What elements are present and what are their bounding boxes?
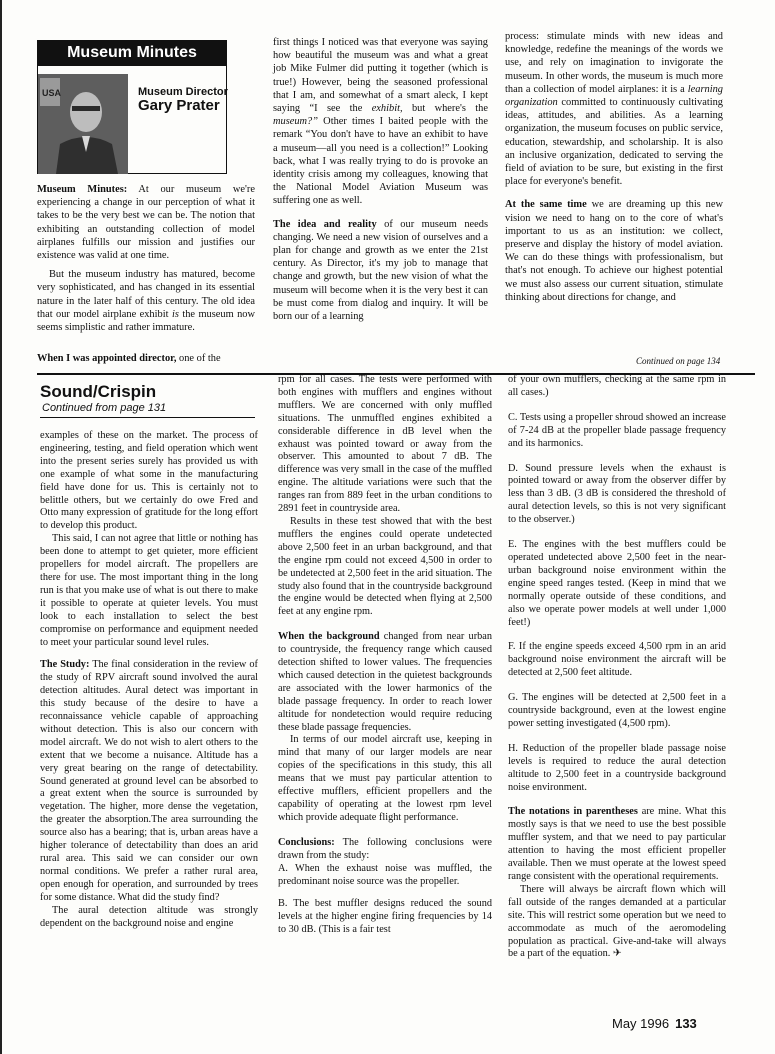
page-footer <box>612 1016 697 1031</box>
museum-paragraph: but where's the <box>402 103 488 115</box>
lead-conclusions: Conclusions: <box>278 836 335 848</box>
director-label: Museum Director <box>138 86 228 98</box>
director-name: Gary Prater <box>138 97 220 114</box>
sound-paragraph: are mine. What this mostly says is that we need to use the best possible muffler system, and that we need to pay particular attention to having the most efficient propeller available. Then we must operate at the lowest speed range consistent with the operational requirements. <box>508 806 726 882</box>
museum-paragraph: the museum now seems simplistic and rather immature. <box>37 308 255 334</box>
conclusion-f: F. If the engine speeds exceed 4,500 rpm in an arid background noise environment the aircraft will be detected at 2,500 feet altitude. <box>508 641 726 679</box>
conclusion-h: H. Reduction of the propeller blade passage noise levels is required to reduce the aural detection altitude to 2,500 feet in a countryside background noise environment. <box>508 742 726 793</box>
museum-paragraph: committed to continuously cultivating ideas, attitudes, and abilities. As a learning organization, the museum focuses on public service, education, stewardship, and scholarship. It is also an inclusive organization, dedicated to serving the field of aviation to be sure, but existing in the first place for everyone's benefit. <box>505 97 723 188</box>
page-edge <box>0 0 2 1054</box>
page-number: 133 <box>675 1016 697 1031</box>
lead-notations: The notations in parentheses <box>508 806 638 818</box>
sound-column-1 <box>40 430 258 930</box>
sound-paragraph: Results in these test showed that with the best mufflers the engines could operate undetected above 2,500 feet in an urban background, and that the engine rpm could not exceed 4,500 in order to be undetected at 2,500 feet in the arid situation. The study also found that in the countryside background the engine would be detected when flying at 2,500 feet at any engine rpm. <box>278 515 492 618</box>
museum-column-3 <box>505 30 723 310</box>
sound-paragraph: The following conclusions were drawn from the study: <box>278 836 492 861</box>
conclusion-g: G. The engines will be detected at 2,500 feet in a countryside background, even at the lowest engine power setting investigated (4,500 rpm). <box>508 692 726 729</box>
continued-from-page: Continued from page 131 <box>42 402 167 414</box>
emphasis: museum?” <box>273 116 319 128</box>
lead-background: When the background <box>278 631 380 643</box>
sound-paragraph: There will always be aircraft flown which will fall outside of the ranges demanded at a particular site. This will restrict some operation but we need to accommodate as much of the aeromodeling population as practical. Give-and-take will always be a part of the equation. ✈ <box>508 883 726 960</box>
title-rule <box>40 417 255 418</box>
conclusion-d: D. Sound pressure levels when the exhaust is pointed toward or away from the observer differ by less than 3 dB. (3 dB is considered the threshold of aural detection levels, so this is not very significant to the observer.) <box>508 462 726 526</box>
lead-the-study: The Study: <box>40 659 90 671</box>
issue-date: May 1996 <box>612 1016 670 1031</box>
museum-paragraph: But the museum industry has matured, become very sophisticated, and has changed in its essential nature in the later half of this century. The old idea that our model airplane exhibit <box>37 269 255 320</box>
sound-paragraph: examples of these on the market. The process of engineering, testing, and field operation which went into the present series surely has provided us with one example of what some in the manufacturing field have done for us. This is certainly not to belittle others, but we certainly do owe Fred and Otto many expression of gratitude for the long effort to develop this product. <box>40 430 258 532</box>
museum-paragraph: one of the <box>176 353 221 365</box>
continued-on-page: Continued on page 134 <box>636 356 721 366</box>
museum-paragraph: of our museum needs changing. We need a new vision of ourselves and a plan for change and growth as we enter the 21st century. As Director, it's my job to manage that change and growth, but the new vision of what the museum will become when it is the very best it can be must come from dialog and inquiry. It will be born our of a learning <box>273 218 488 323</box>
director-photo <box>38 74 128 174</box>
sound-paragraph: The final consideration in the review of the study of RPV aircraft sound involved the aural detection altitudes. Aural detect was important in this study because of the desire to have a reconnaissance vehicle capable of approaching without detection. This is also our concern with model aircraft. We do not wish to alert others to the extent that we become a nuisance. Altitude has a very great bearing on the range of detectability. Sound generated at ground level can be absorbed to a great extent when the source is surrounded by vegetation. The higher, more dense the vegetation, the greater the absorption.The area surrounding the source also has a bearing; that is, urban areas have a higher tolerance of detectability than does an arid rural area. This said we can consider our own normal conditions. We prefer a rather rural area, open enough for operation, and surrounded by trees for some distance. What did the study find? <box>40 659 258 903</box>
museum-paragraph: we are dreaming up this new vision we need to hang on to the core of what's important to us as an institution: we collect, preserve and display the history of model aviation. We can do these things with professionalism, but that's not enough. To achieve our highest potential we must also assess our current situation, stimulate thinking about directions for change, and <box>505 199 723 303</box>
emphasis: is <box>171 308 179 320</box>
sound-column-2 <box>278 374 492 943</box>
portrait-image <box>38 74 128 174</box>
museum-minutes-banner: Museum Minutes <box>37 40 227 66</box>
museum-paragraph: first things I noticed was that everyone was saying how beautiful the museum was and what a great job Mike Fulmer did putting it together (which is true!) However, being the seasoned professional that I am, and somewhat of a smart aleck, I kept saying “I see the <box>273 37 488 115</box>
sound-paragraph: In terms of our model aircraft use, keeping in mind that many of our larger models are near copies of the specifications in this study, this all means that we must pay particular attention to effective mufflers, efficient propellers and the capability of operating at the lowest rpm level which provide adequate flight performance. <box>278 734 492 823</box>
lead-idea-reality: The idea and reality <box>273 218 377 230</box>
emphasis: learning organization <box>505 83 723 109</box>
sound-crispin-title: Sound/Crispin <box>40 382 157 401</box>
sound-paragraph: The aural detection altitude was strongly dependent on the background noise and engine <box>40 904 258 929</box>
emphasis: exhibit, <box>371 103 403 115</box>
sound-paragraph: changed from near urban to countryside, the frequency range which caused detection shifted to lower values. The frequencies which caused detection in the quietest backgrounds are associated with the lower harmonics of the blade passage frequency. In order to reach lower altitude for nondetection would require reducing these blade passage frequencies. <box>278 631 492 733</box>
lead-appointed: When I was appointed director, <box>37 353 177 365</box>
sound-column-3 <box>508 374 726 961</box>
flag-text: USA <box>42 88 62 98</box>
lead-same-time: At the same time <box>505 199 587 211</box>
lead-museum-minutes: Museum Minutes: <box>37 184 128 195</box>
museum-paragraph: At our museum we're experiencing a change in our perception of what it takes to be the very best we can be. The notion that exhibiting an outstanding collection of model airplanes fulfills our mission and justifies our existence was valid at one time. <box>37 184 255 262</box>
sound-paragraph: This said, I can not agree that little or nothing has been done to attempt to get quieter, more efficient propellers for model aircraft. The propellers are there for use. The most important thing in the long run is that you make use of what is out there to make it possible to operate at quieter levels. You must look to each installation to select the best compromise on performance and equipment needed to meet your particular sound level rules. <box>40 533 258 648</box>
conclusion-a: A. When the exhaust noise was muffled, the predominant noise source was the propeller. <box>278 862 492 887</box>
museum-column-1 <box>37 183 255 371</box>
museum-paragraph: Other times I baited people with the remark “You don't have to have an exhibit to have a museum—all you need is a collection!” Looking back, what I was really trying to do is provoke an identity crisis among my colleagues, knowing that the National Model Aviation Museum was suffering one as well. <box>273 116 488 207</box>
sound-paragraph: of your own mufflers, checking at the same rpm in all cases.) <box>508 374 726 398</box>
museum-paragraph: process: stimulate minds with new ideas and knowledge, redefine the meanings of the words we use, and rely on imagination to invigorate the museum. In other words, the museum is much more than a collection of model airplanes: it is a <box>505 31 723 95</box>
sound-paragraph: rpm for all cases. The tests were performed with both engines with mufflers and engines without mufflers. We are concerned with only muffled situations. The unmuffled engines exhibited a considerable difference in dB level when the exhaust was pointed toward or away from the observer. This amounted to about 7 dB. The difference was very small in the case of the muffled engine. The altitude variations were such that the ranges ran from 889 feet in the urban conditions to 2891 feet in countryside area. <box>278 374 492 515</box>
conclusion-e: E. The engines with the best mufflers could be operated undetected above 2,500 feet in the near-urban background noise environment within the engine speed ranges tested. (Keep in mind that we normally operate outside of these conditions, and also we operate power models at well under 1,000 feet!) <box>508 539 726 628</box>
conclusion-c: C. Tests using a propeller shroud showed an increase of 7-24 dB at the propeller blade passage frequency and its harmonics. <box>508 411 726 449</box>
museum-column-2 <box>273 36 488 329</box>
conclusion-b: B. The best muffler designs reduced the sound levels at the higher engine firing frequencies by 14 to 30 dB. (This is a fair test <box>278 898 492 936</box>
